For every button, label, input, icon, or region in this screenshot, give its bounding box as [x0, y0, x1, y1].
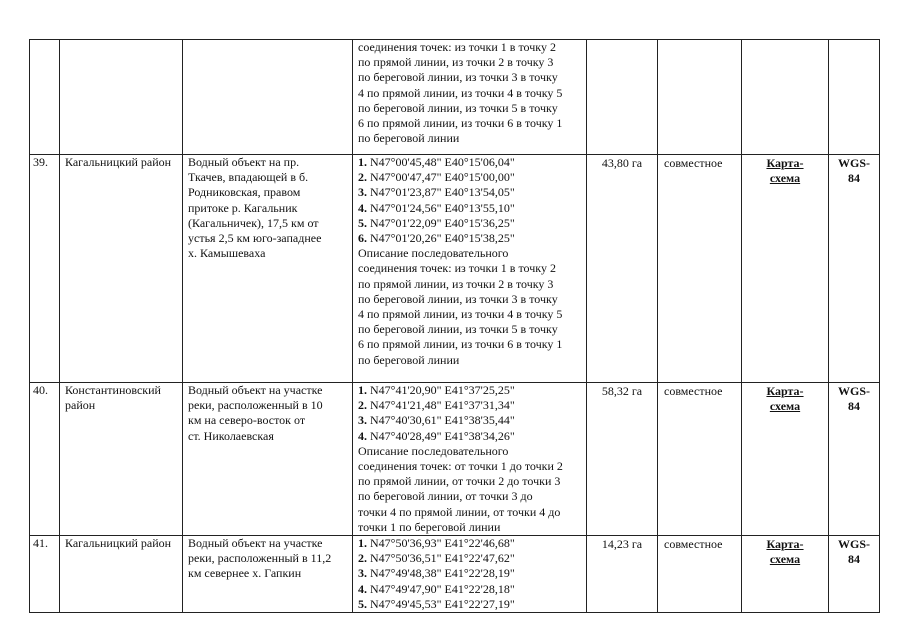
map-cell [742, 40, 829, 155]
connection-description: Описание последовательного соединения точек: из точки 1 в точку 2 по прямой линии, из точки 2 в точку 3 по береговой линии, из точки 3 в точку 4 по прямой линии, из точки 4 в точку 5 по береговой линии, из точки 5 в точку 6 по прямой линии, из точки 6 в точку 1 по береговой линии [358, 246, 563, 367]
coordinate-point: 3. N47°49'48,38" E41°22'28,19" [358, 566, 515, 581]
usage-form-cell [658, 40, 742, 155]
object-description-cell: Водный объект на участке реки, расположенный в 10 км на северо-восток от ст. Николаевская [183, 383, 353, 536]
coordinate-point: 3. N47°01'23,87" E40°13'54,05" [358, 185, 515, 200]
coordinate-point: 4. N47°40'28,49" E41°38'34,26" [358, 428, 515, 443]
water-objects-table [29, 39, 880, 613]
coordinate-point: 1. N47°50'36,93" E41°22'46,68" [358, 536, 515, 551]
district-cell [60, 40, 183, 155]
district-cell: Кагальницкий район [60, 155, 183, 383]
coordinates-cell [353, 155, 587, 383]
table-row [30, 155, 880, 383]
projection-cell: WGS-84 [829, 536, 880, 613]
projection-cell: WGS-84 [829, 155, 880, 383]
table-row [30, 536, 880, 613]
coordinate-point: 2. N47°00'47,47" E40°15'00,00" [358, 170, 515, 185]
coordinates-cell [353, 536, 587, 613]
usage-form-cell: совместное [658, 383, 742, 536]
map-cell [742, 536, 829, 613]
coordinate-point: 4. N47°49'47,90" E41°22'28,18" [358, 581, 515, 596]
connection-description: Описание последовательного соединения точек: от точки 1 до точки 2 по прямой линии, от точки 2 до точки 3 по береговой линии, от точки 3 до точки 4 по прямой линии, от точки 4 до точки 1 по береговой линии [358, 443, 563, 534]
coordinates-cell [353, 383, 587, 536]
object-description-cell: Водный объект на пр. Ткачев, впадающей в б. Родниковская, правом притоке р. Кагальник (Кагальничек), 17,5 км от устья 2,5 км юго-западнее х. Камышеваха [183, 155, 353, 383]
coordinate-point: 5. N47°49'45,53" E41°22'27,19" [358, 596, 515, 611]
coordinate-point: 4. N47°01'24,56" E40°13'55,10" [358, 200, 515, 215]
row-number: 41. [30, 536, 60, 613]
map-scheme-link[interactable]: Карта- схема [766, 384, 804, 413]
map-cell [742, 383, 829, 536]
projection-cell [829, 40, 880, 155]
area-cell [587, 40, 658, 155]
coordinate-point: 2. N47°41'21,48" E41°37'31,34" [358, 398, 515, 413]
coordinate-point: 3. N47°40'30,61" E41°38'35,44" [358, 413, 515, 428]
district-cell: Константиновский район [60, 383, 183, 536]
map-scheme-link[interactable]: Карта- схема [766, 156, 804, 185]
table-row [30, 383, 880, 536]
map-scheme-link[interactable]: Карта- схема [766, 537, 804, 567]
coordinate-point: 5. N47°01'22,09" E40°15'36,25" [358, 215, 515, 230]
row-number: 39. [30, 155, 60, 383]
district-cell: Кагальницкий район [60, 536, 183, 613]
area-cell: 14,23 га [587, 536, 658, 613]
coordinate-point: 1. N47°00'45,48" E40°15'06,04" [358, 155, 515, 169]
usage-form-cell: совместное [658, 536, 742, 613]
coordinate-point: 6. N47°01'20,26" E40°15'38,25" [358, 231, 515, 246]
row-number [30, 40, 60, 155]
coordinate-point: 2. N47°50'36,51" E41°22'47,62" [358, 551, 515, 566]
object-description-cell [183, 40, 353, 155]
table-row [30, 40, 880, 155]
area-cell: 43,80 га [587, 155, 658, 383]
map-cell [742, 155, 829, 383]
projection-cell: WGS-84 [829, 383, 880, 536]
area-cell: 58,32 га [587, 383, 658, 536]
object-description-cell: Водный объект на участке реки, расположенный в 11,2 км севернее х. Гапкин [183, 536, 353, 613]
row-number: 40. [30, 383, 60, 536]
coordinate-point: 1. N47°41'20,90" E41°37'25,25" [358, 383, 515, 397]
coordinates-cell: соединения точек: из точки 1 в точку 2 по прямой линии, из точки 2 в точку 3 по береговой линии, из точки 3 в точку 4 по прямой линии, из точки 4 в точку 5 по береговой линии, из точки 5 в точку 6 по прямой линии, из точки 6 в точку 1 по береговой линии [353, 40, 587, 155]
usage-form-cell: совместное [658, 155, 742, 383]
